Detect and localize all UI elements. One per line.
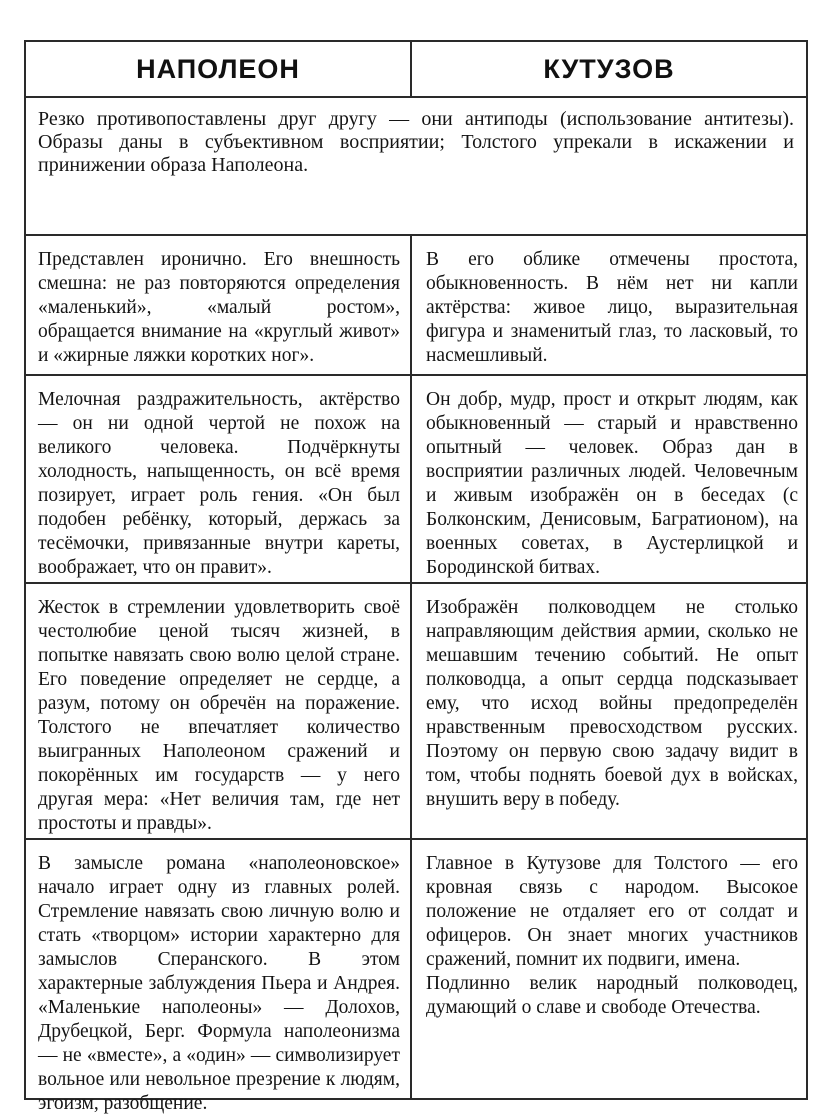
napoleon-cell bbox=[26, 236, 412, 374]
napoleon-text: В замысле романа «наполеоновское» начало играет одну из главных ролей. Стремление навязать свою личную волю и стать «творцом» истории характерно для замыслов Сперанского. В этом характерные заблуждения Пьера и Андрея. «Маленькие наполеоны» — Долохов, Друбецкой, Берг. Формула наполеонизма — не «вместе», а «один» — символизирует вольное или невольное презрение к людям, эгоизм, разобщение. bbox=[38, 853, 400, 1114]
napoleon-text: Мелочная раздражительность, актёрство — он ни одной чертой не похож на великого человека. Подчёркнуты холодность, напыщенность, он всё время позирует, играет роль гения. «Он был подобен ребёнку, который, держась за тесёмочки, привязанные внутри кареты, воображает, что он правит». bbox=[38, 389, 400, 578]
kutuzov-cell bbox=[412, 840, 806, 1098]
kutuzov-text-part-2: Подлинно велик народный полководец, думающий о славе и свободе Отечества. bbox=[426, 973, 798, 1018]
kutuzov-cell bbox=[412, 236, 806, 374]
comparison-table bbox=[24, 40, 808, 1114]
napoleon-cell bbox=[26, 376, 412, 582]
kutuzov-cell bbox=[412, 376, 806, 582]
kutuzov-text-part-1: Главное в Кутузове для Толстого — его кровная связь с народом. Высокое положение не отдаляет его от солдат и офицеров. Он знает многих участников сражений, помнит их подвиги, имена. bbox=[426, 853, 798, 970]
kutuzov-text: Он добр, мудр, прост и открыт людям, как обыкновенный — старый и нравственно опытный — человек. Образ дан в восприятии различных людей. Человечным и живым изображён он в беседах (с Болконским, Денисовым, Багратионом), на военных советах, в Аустерлицкой и Бородинской битвах. bbox=[426, 389, 798, 578]
intro-cell bbox=[26, 98, 806, 234]
napoleon-cell bbox=[26, 584, 412, 838]
intro-row bbox=[26, 96, 806, 234]
kutuzov-cell bbox=[412, 584, 806, 838]
header-kutuzov: КУТУЗОВ bbox=[543, 53, 675, 84]
napoleon-text: Представлен иронично. Его внешность смешна: не раз повторяются определения «маленький», «малый ростом», обращается внимание на «круглый живот» и «жирные ляжки коротких ног». bbox=[38, 249, 400, 366]
table-header-row bbox=[26, 42, 806, 96]
intro-text: Резко противопоставлены друг другу — они антиподы (использование антитезы). Образы даны в субъективном восприятии; Толстого упрекали в искажении и принижении образа Наполеона. bbox=[38, 108, 794, 176]
table-row-appearance bbox=[26, 234, 806, 374]
table-row-war-role bbox=[26, 582, 806, 838]
header-napoleon: НАПОЛЕОН bbox=[26, 42, 412, 96]
kutuzov-text: Изображён полководцем не столько направляющим действия армии, сколько не мешавшим течению событий. Не опыт полководца, а опыт сердца подсказывает ему, что исход войны предопределён нравственным превосходством русских. Поэтому он первую свою задачу видит в том, чтобы поднять боевой дух в войсках, внушить веру в победу. bbox=[426, 597, 798, 810]
kutuzov-text: В его облике отмечены простота, обыкновенность. В нём нет ни капли актёрства: живое лицо, выразительная фигура и знаменитый глаз, то ласковый, то насмешливый. bbox=[426, 249, 798, 366]
table-row-meaning bbox=[26, 838, 806, 1114]
napoleon-text: Жесток в стремлении удовлетворить своё честолюбие ценой тысяч жизней, в попытке навязать свою волю целой стране. Его поведение определяет не сердце, а разум, потому он обречён на поражение. Толстого не впечатляет количество выигранных Наполеоном сражений и покорённых им государств — у него другая мера: «Нет величия там, где нет простоты и правды». bbox=[38, 597, 400, 834]
table-row-character bbox=[26, 374, 806, 582]
napoleon-cell bbox=[26, 840, 412, 1114]
